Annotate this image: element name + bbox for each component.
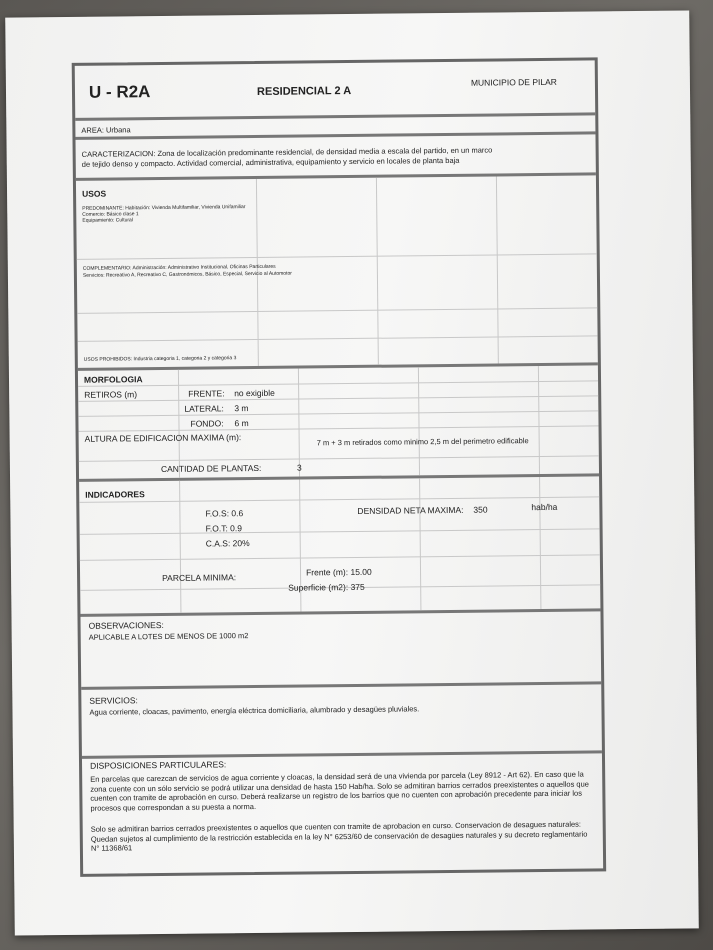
densidad-value: 350: [473, 504, 488, 515]
observaciones-text: APLICABLE A LOTES DE MENOS DE 1000 m2: [88, 631, 249, 642]
gridline: [77, 307, 597, 313]
fondo-value: 6 m: [234, 418, 249, 429]
gridline: [79, 496, 599, 502]
caracterizacion-row: [75, 134, 595, 180]
fot-value: F.O.T: 0.9: [205, 523, 242, 534]
densidad-label: DENSIDAD NETA MAXIMA:: [357, 504, 464, 516]
usos-section: [76, 175, 598, 370]
municipality: MUNICIPIO DE PILAR: [470, 76, 557, 88]
complementario-line: Servicios: Recreativo A, Recreativo C, Gastronómicos, Básico, Especial, Servicio al Automotor: [82, 270, 292, 279]
lateral-value: 3 m: [234, 403, 249, 414]
altura-value: 7 m + 3 m retirados como minimo 2,5 m del perimetro edificable: [316, 436, 529, 448]
gridline: [496, 176, 499, 363]
plantas-label: CANTIDAD DE PLANTAS:: [160, 462, 262, 475]
gridline: [78, 395, 598, 401]
gridline: [418, 367, 420, 475]
gridline: [178, 370, 180, 478]
paper-sheet: [5, 10, 699, 935]
zoning-form: [72, 57, 606, 876]
usos-heading: USOS: [82, 188, 107, 199]
frente-label: FRENTE:: [188, 388, 225, 399]
retiros-label: RETIROS (m): [84, 389, 138, 400]
frente-min: Frente (m): 15.00: [305, 566, 372, 578]
gridline: [77, 253, 597, 259]
gridline: [80, 528, 600, 534]
gridline: [80, 554, 600, 560]
lateral-label: LATERAL:: [184, 403, 224, 414]
predominante-line: Equipamiento: Cultural: [82, 217, 133, 224]
morfologia-section: [78, 365, 599, 481]
indicadores-heading: INDICADORES: [85, 489, 145, 500]
disposiciones-paragraph-1: En parcelas que carezcan de servicios de agua corriente y cloacas, la densidad será de una vivienda por parcela (Ley 8912 - Art 62). En caso que la zona cuente con un sólo servicio se podrá utilizar una densidad de hasta 150 Hab/ha. Solo se admitiran barrios cerrados preexistentes o aquellos que cuenten con tramite de aprobación en curso. Deberá realizarse un registro de los barrios que no cuenten con aprobación precedente para iniciar los procesos que correspondan a su puesta a norma.: [90, 769, 589, 813]
altura-label: ALTURA DE EDIFICACION MAXIMA (m):: [84, 432, 242, 444]
gridline: [376, 178, 379, 365]
gridline: [298, 369, 300, 477]
cas-value: C.A.S: 20%: [205, 538, 250, 549]
area-text: AREA: Urbana: [81, 125, 131, 135]
gridline: [78, 410, 598, 416]
plantas-value: 3: [296, 462, 302, 473]
zone-code: U - R2A: [88, 82, 151, 102]
gridline: [538, 366, 540, 474]
gridline: [78, 335, 598, 341]
indicadores-section: [79, 476, 600, 616]
disposiciones-paragraph-2: Solo se admitiran barrios cerrados preexistentes o aquellos que cuenten con tramite de aprobacion en curso. Conservacion de desagues naturales: Quedan sujetos al cumplimiento de la restricción establecida en la ley N° 6253/60 de conservación de desagües naturales y su decreto reglamentario N° 11368/61: [90, 819, 588, 853]
disposiciones-section: [82, 753, 603, 873]
gridline: [79, 455, 599, 461]
predominante-line: PREDOMINANTE: Habitación: Vivienda Multifamiliar, Vivienda Unifamiliar: [82, 204, 246, 212]
morfologia-heading: MORFOLOGIA: [83, 374, 143, 385]
servicios-section: [81, 684, 602, 758]
observaciones-section: [80, 611, 601, 689]
caracterizacion-line-1: CARACTERIZACION: Zona de localización predominante residencial, de densidad media a escala del partido, en un marco: [81, 145, 493, 159]
predominante-line: Comercio: Básico clase 1: [82, 211, 139, 218]
header-row: [75, 60, 596, 120]
servicios-heading: SERVICIOS:: [89, 695, 138, 706]
frente-value: no exigible: [234, 387, 275, 399]
fondo-label: FONDO:: [190, 418, 224, 429]
usos-prohibidos: USOS PROHIBIDOS: Industria categoria 1, categoria 2 y categoria 3: [83, 355, 237, 363]
gridline: [79, 425, 599, 431]
fos-value: F.O.S: 0.6: [205, 508, 244, 519]
densidad-unit: hab/ha: [531, 501, 558, 513]
servicios-text: Agua corriente, cloacas, pavimento, energía eléctrica domiciliaria, alumbrado y desagües pluviales.: [89, 704, 420, 717]
superficie-min: Superficie (m2): 375: [288, 581, 365, 593]
complementario-line: COMPLEMENTARIO: Administración: Administrativo Institucional, Oficinas Particulares: [82, 263, 276, 272]
gridline: [78, 380, 598, 386]
observaciones-heading: OBSERVACIONES:: [88, 619, 164, 631]
caracterizacion-line-2: de tejido denso y compacto. Actividad comercial, administrativa, equipamiento y servicio en locales de planta baja: [81, 155, 460, 169]
disposiciones-heading: DISPOSICIONES PARTICULARES:: [89, 759, 227, 771]
parcela-label: PARCELA MINIMA:: [162, 572, 237, 583]
zone-title: RESIDENCIAL 2 A: [256, 84, 352, 98]
